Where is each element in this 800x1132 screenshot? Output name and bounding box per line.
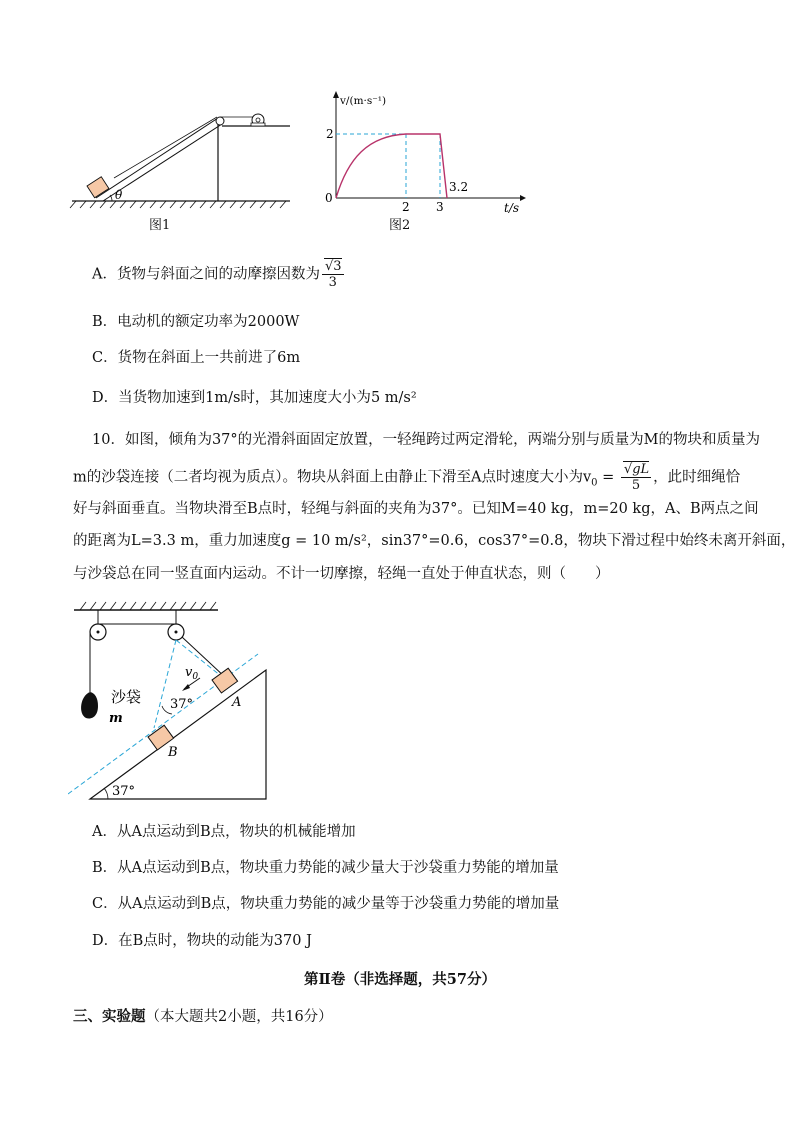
point-b-label: B [168, 745, 178, 760]
angle-top-label: 37° [170, 697, 194, 712]
q10-option-b[interactable]: B．从A点运动到B点，物块重力势能的减少量大于沙袋重力势能的增加量 [92, 860, 559, 876]
q9-option-a-numerator: √3 [324, 259, 342, 274]
x-tick-2: 2 [402, 200, 410, 213]
q9-option-a-denominator: 3 [328, 275, 337, 290]
y-axis-label: v/(m·s⁻¹) [340, 95, 387, 107]
vt-curve [336, 134, 447, 198]
sandbag-mass-label: m [109, 711, 123, 726]
q9-option-c[interactable]: C．货物在斜面上一共前进了6m [92, 350, 301, 366]
q10-option-c[interactable]: C．从A点运动到B点，物块重力势能的减少量等于沙袋重力势能的增加量 [92, 896, 560, 912]
sandbag-label: 沙袋 [111, 688, 142, 706]
q9-option-a-fraction [322, 259, 344, 290]
figure-1-incline-diagram [66, 100, 296, 210]
figure-3-pulley-incline-diagram [68, 596, 278, 806]
fig1-angle-label: θ [115, 188, 123, 202]
q9-option-a[interactable] [92, 259, 346, 290]
q10-v0-fraction [621, 462, 651, 493]
q10-stem-line-4: 的距离为L=3.3 m，重力加速度g = 10 m/s²，sin37°=0.6，cos37°=0.8，物块下滑过程中始终未离开斜面， [73, 533, 796, 549]
q9-option-a-text: A．货物与斜面之间的动摩擦因数为 [92, 266, 320, 283]
section-3-note: （本大题共2小题，共16分） [145, 1009, 333, 1025]
q10-option-d[interactable]: D．在B点时，物块的动能为370 J [92, 933, 312, 949]
figure-2-vt-graph[interactable] [318, 88, 528, 213]
x-tick-3-2: 3.2 [449, 180, 469, 194]
v0-label: $v_0$ [185, 665, 199, 682]
q10-option-a[interactable]: A．从A点运动到B点，物块的机械能增加 [92, 824, 356, 840]
x-axis-label: t/s [504, 201, 520, 213]
q9-option-d-value: 5 m/s² [370, 390, 417, 406]
x-tick-3: 3 [436, 200, 444, 213]
q9-option-d-text: D．当货物加速到1m/s时，其加速度大小为 [92, 390, 371, 406]
q10-v0-subscript: 0 [591, 477, 598, 489]
fig1-caption: 图1 [149, 218, 171, 233]
q10-stem-line-1: 10．如图，倾角为37°的光滑斜面固定放置，一轻绳跨过两定滑轮，两端分别与质量为M的物块和质量为 [92, 432, 760, 448]
section-3-title: 三、实验题 [73, 1008, 146, 1025]
q9-option-d[interactable] [92, 388, 417, 408]
angle-bottom-label: 37° [112, 784, 136, 799]
q10-v0-numerator: √gL [623, 462, 650, 477]
q10-stem-line-2 [73, 462, 740, 493]
q10-stem-line-2a: m的沙袋连接（二者均视为质点）。物块从斜面上由静止下滑至A点时速度大小为v [73, 469, 592, 486]
origin-label: 0 [325, 191, 333, 205]
section-3-heading [73, 1005, 333, 1026]
y-tick-2: 2 [326, 127, 334, 141]
point-a-label: A [232, 695, 242, 710]
fig2-caption: 图2 [389, 218, 411, 233]
q10-stem-line-5: 与沙袋总在同一竖直面内运动。不计一切摩擦，轻绳一直处于伸直状态，则（ ） [73, 566, 610, 582]
q9-option-b[interactable]: B．电动机的额定功率为2000W [92, 314, 300, 330]
q10-stem-line-2b: ，此时细绳恰 [653, 469, 741, 486]
q10-equals: = [597, 469, 619, 486]
q10-stem-line-3: 好与斜面垂直。当物块滑至B点时，轻绳与斜面的夹角为37°。已知M=40 kg，m=20 kg，A、B两点之间 [73, 501, 759, 517]
part-2-title: 第Ⅱ卷（非选择题，共57分） [304, 971, 496, 988]
q10-v0-denominator: 5 [631, 478, 641, 493]
